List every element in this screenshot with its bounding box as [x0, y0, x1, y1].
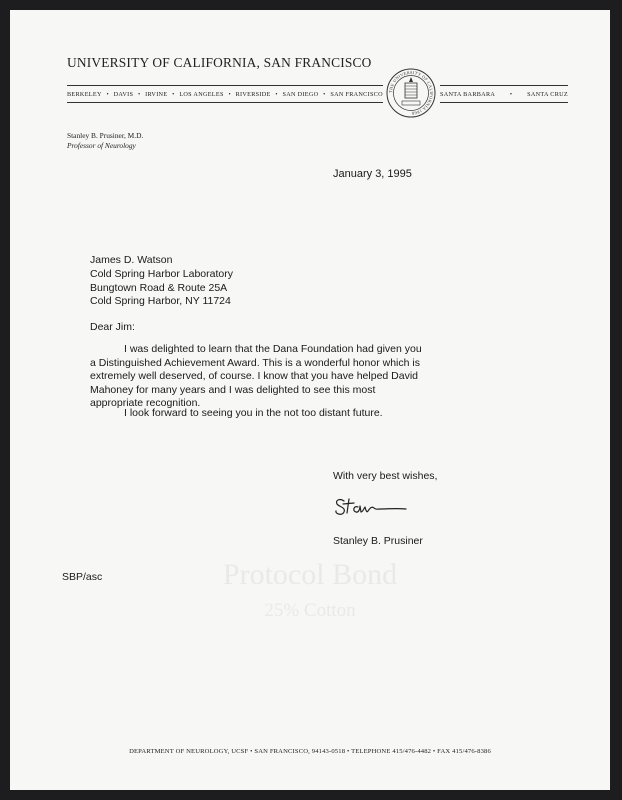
recipient-line: James D. Watson: [90, 254, 173, 266]
handwritten-signature: [332, 492, 412, 520]
recipient-address: [90, 254, 233, 309]
campus-name: RIVERSIDE: [235, 91, 271, 98]
letter-date: January 3, 1995: [333, 168, 412, 180]
salutation: Dear Jim:: [90, 321, 135, 333]
sender-title: Professor of Neurology: [67, 141, 136, 150]
typist-initials: SBP/asc: [62, 571, 103, 583]
recipient-line: Cold Spring Harbor Laboratory: [90, 267, 233, 280]
campus-name: LOS ANGELES: [179, 91, 224, 98]
letter-page: [10, 10, 610, 790]
recipient-line: Cold Spring Harbor, NY 11724: [90, 295, 231, 308]
body-paragraph-1: I was delighted to learn that the Dana Foundation had given you a Distinguished Achievement Award. This is a wonderful honor which is extremely well deserved, of course. I know that you have helped David Mahoney for many years and I was delighted to see this most appropriate recognition.: [90, 343, 422, 409]
university-seal-icon: [386, 68, 436, 118]
sender-block: [67, 131, 143, 151]
letterhead-rule-top: [67, 85, 383, 86]
campus-separator: •: [106, 91, 109, 98]
campus-name: SANTA CRUZ: [527, 91, 568, 98]
letterhead-rule-top-right: [440, 85, 568, 86]
campus-separator: •: [275, 91, 278, 98]
campus-separator: •: [228, 91, 231, 98]
letterhead-rule-bottom: [67, 102, 383, 103]
campus-list-left: [67, 91, 383, 98]
body-paragraph-2: I look forward to seeing you in the not too distant future.: [124, 407, 383, 419]
campus-separator: •: [172, 91, 175, 98]
watermark-line-2: 25% Cotton: [264, 600, 356, 621]
seal-text: THE UNIVERSITY OF CALIFORNIA 1868: [387, 69, 435, 117]
closing: With very best wishes,: [333, 470, 438, 482]
university-name: UNIVERSITY OF CALIFORNIA, SAN FRANCISCO: [67, 55, 372, 70]
campus-separator: •: [323, 91, 326, 98]
campus-separator: •: [509, 91, 513, 98]
campus-name: IRVINE: [145, 91, 168, 98]
campus-name: SANTA BARBARA: [440, 91, 496, 98]
watermark-line-1: Protocol Bond: [222, 558, 398, 591]
letterhead-rule-bottom-right: [440, 102, 568, 103]
campus-name: BERKELEY: [67, 91, 102, 98]
campus-list-right: [440, 91, 568, 98]
recipient-line: Bungtown Road & Route 25A: [90, 281, 228, 294]
watermark: [160, 558, 460, 622]
signer-name: Stanley B. Prusiner: [333, 535, 423, 547]
campus-name: SAN DIEGO: [282, 91, 319, 98]
campus-name: DAVIS: [113, 91, 134, 98]
campus-name: SAN FRANCISCO: [330, 91, 383, 98]
department-footer: DEPARTMENT OF NEUROLOGY, UCSF • SAN FRANCISCO, 94143-0518 • TELEPHONE 415/476-4482 • FAX 415/476-8386: [129, 748, 491, 755]
campus-separator: •: [137, 91, 141, 98]
sender-name: Stanley B. Prusiner, M.D.: [67, 131, 144, 140]
